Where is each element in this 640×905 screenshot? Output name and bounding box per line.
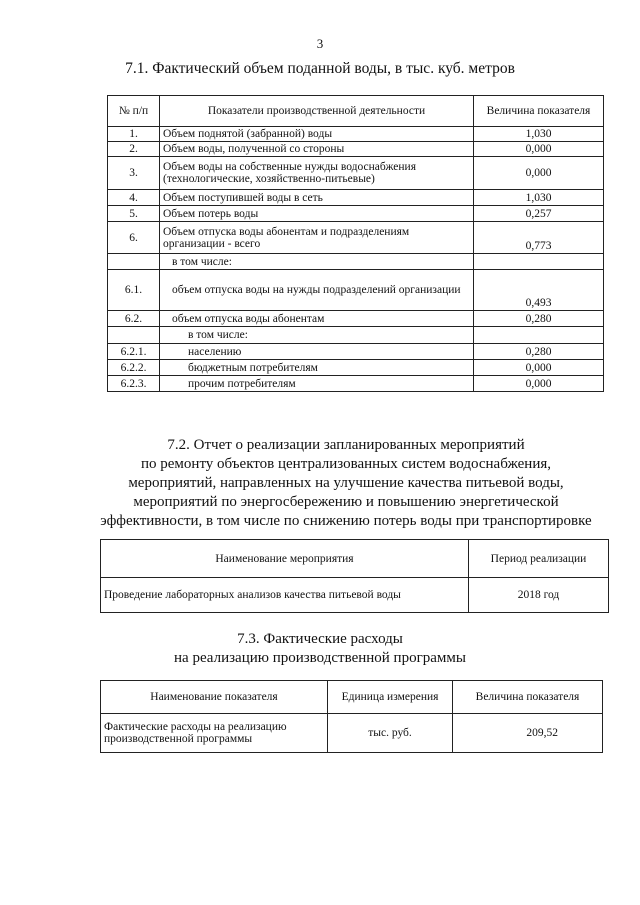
section-7-2-title-line: 7.2. Отчет о реализации запланированных мероприятий [167,437,525,453]
row-name: Объем воды на собственные нужды водоснабжения (технологические, хозяйственно-питьевые) [160,157,474,190]
header-number: № п/п [108,96,160,127]
measure-period: 2018 год [469,578,609,613]
row-name: Объем потерь воды [160,206,474,222]
section-7-2-title-line: по ремонту объектов централизованных систем водоснабжения, [140,456,551,472]
section-7-3-title [0,630,640,668]
row-number: 4. [108,190,160,206]
table-header-row [101,540,609,578]
page-number: 3 [316,36,324,51]
table-row [108,360,604,376]
row-number: 6.1. [108,270,160,311]
row-number: 6.2.2. [108,360,160,376]
table-row [108,222,604,254]
row-value: 1,030 [474,190,604,206]
table-row [108,254,604,270]
row-name: Объем отпуска воды абонентам и подразделениям организации - всего [160,222,474,254]
table-row [108,344,604,360]
row-name: объем отпуска воды абонентам [160,311,474,327]
section-7-2-title-line: мероприятий, направленных на улучшение качества питьевой воды, [128,475,564,491]
row-name: в том числе: [160,327,474,344]
table-row [101,578,609,613]
row-name: населению [160,344,474,360]
header-measure-name: Наименование мероприятия [101,540,469,578]
section-7-2-title [90,436,602,531]
expense-name: Фактические расходы на реализацию производственной программы [101,714,328,753]
header-value: Величина показателя [453,681,603,714]
header-period: Период реализации [469,540,609,578]
row-name: Объем поступившей воды в сеть [160,190,474,206]
row-name: Объем поднятой (забранной) воды [160,127,474,142]
table-row [108,270,604,311]
row-number: 6.2.1. [108,344,160,360]
row-value: 0,280 [474,344,604,360]
row-value: 1,030 [474,127,604,142]
table-row [108,142,604,157]
row-value: 0,773 [474,222,604,254]
row-name: объем отпуска воды на нужды подразделений организации [160,270,474,311]
row-value: 0,000 [474,142,604,157]
row-value: 0,000 [474,360,604,376]
row-value: 0,280 [474,311,604,327]
row-number: 5. [108,206,160,222]
row-number [108,327,160,344]
header-indicator-name: Наименование показателя [101,681,328,714]
water-volume-table [107,95,604,392]
row-number [108,254,160,270]
row-value: 0,257 [474,206,604,222]
measures-table [100,539,609,613]
row-value: 0,493 [474,270,604,311]
table-header-row [108,96,604,127]
section-7-2-title-line: мероприятий по энергосбережению и повышению энергетической [133,494,559,510]
expenses-table [100,680,603,753]
row-value: 0,000 [474,376,604,392]
row-value [474,254,604,270]
row-name: Объем воды, полученной со стороны [160,142,474,157]
row-name: в том числе: [160,254,474,270]
row-number: 1. [108,127,160,142]
row-value: 0,000 [474,157,604,190]
table-row [108,311,604,327]
table-header-row [101,681,603,714]
expense-unit: тыс. руб. [328,714,453,753]
table-row [108,190,604,206]
table-row [108,206,604,222]
table-row [101,714,603,753]
table-row [108,157,604,190]
header-unit: Единица измерения [328,681,453,714]
section-7-3-title-line: на реализацию производственной программы [174,650,466,666]
header-value: Величина показателя [474,96,604,127]
section-7-2-title-line: эффективности, в том числе по снижению потерь воды при транспортировке [100,513,592,529]
section-7-3-title-line: 7.3. Фактические расходы [237,631,403,647]
table-row [108,327,604,344]
row-name: бюджетным потребителям [160,360,474,376]
header-indicator: Показатели производственной деятельности [160,96,474,127]
row-value [474,327,604,344]
row-name: прочим потребителям [160,376,474,392]
row-number: 6. [108,222,160,254]
table-row [108,127,604,142]
row-number: 2. [108,142,160,157]
row-number: 3. [108,157,160,190]
measure-name: Проведение лабораторных анализов качества питьевой воды [101,578,469,613]
row-number: 6.2.3. [108,376,160,392]
table-row [108,376,604,392]
row-number: 6.2. [108,311,160,327]
expense-value: 209,52 [453,714,603,753]
section-7-1-title: 7.1. Фактический объем поданной воды, в тыс. куб. метров [125,60,515,77]
